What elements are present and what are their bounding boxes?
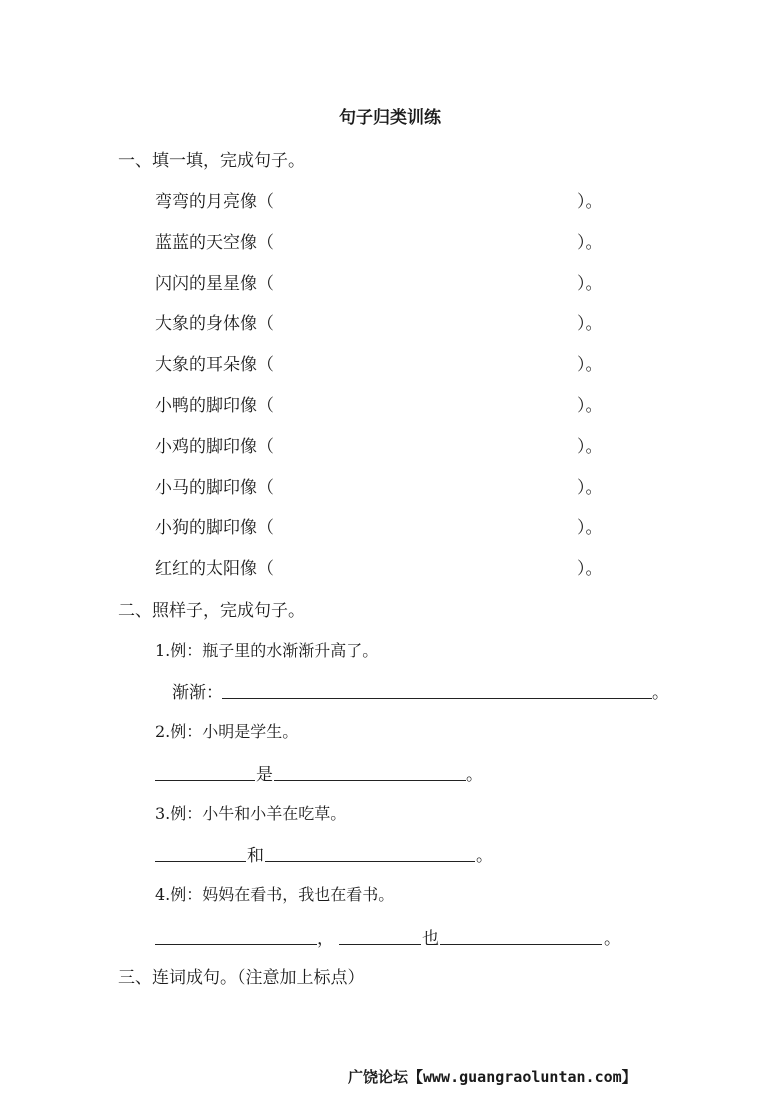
fill-row-stem: 红红的太阳像（ [155,559,274,579]
fill-row[interactable] [155,187,615,213]
fill-row[interactable] [155,350,615,376]
answer-4-mid: 也 [422,929,439,949]
fill-row-close: ）。 [577,437,603,457]
fill-row-stem: 大象的身体像（ [155,314,274,334]
fill-row-close: ）。 [577,314,603,334]
fill-row-stem: 小马的脚印像（ [155,478,274,498]
example-1: 1.例：瓶子里的水渐渐升高了。 [155,641,379,660]
fill-row-stem: 大象的耳朵像（ [155,355,274,375]
fill-row-stem: 蓝蓝的天空像（ [155,233,274,253]
answer-1-blank[interactable] [222,678,652,699]
answer-4-blank-b[interactable] [339,924,421,945]
fill-row[interactable] [155,228,615,254]
fill-row-stem: 小鸭的脚印像（ [155,396,274,416]
fill-row-close: ）。 [577,274,603,294]
answer-4-comma: ， [317,929,334,949]
fill-row-stem: 闪闪的星星像（ [155,274,274,294]
example-4: 4.例：妈妈在看书，我也在看书。 [155,885,395,904]
answer-3-mid: 和 [247,846,264,866]
page-title: 句子归类训练 [339,108,441,128]
answer-3 [155,841,505,867]
fill-row-close: ）。 [577,192,603,212]
fill-row[interactable] [155,391,615,417]
answer-3-blank-b[interactable] [265,841,475,862]
fill-row[interactable] [155,513,615,539]
example-2: 2.例：小明是学生。 [155,722,299,741]
fill-row-close: ）。 [577,355,603,375]
answer-4-blank-c[interactable] [440,924,602,945]
section-3-heading: 三、连词成句。（注意加上标点） [118,968,365,988]
answer-1-end: 。 [652,683,669,703]
fill-row-close: ）。 [577,559,603,579]
fill-row[interactable] [155,554,615,580]
fill-row-close: ）。 [577,396,603,416]
fill-row[interactable] [155,473,615,499]
fill-row[interactable] [155,309,615,335]
answer-2-blank-b[interactable] [274,760,466,781]
footer-watermark: 广饶论坛【www.guangraoluntan.com】 [348,1068,637,1086]
fill-row-close: ）。 [577,518,603,538]
fill-row-stem: 弯弯的月亮像（ [155,192,274,212]
fill-row-close: ）。 [577,233,603,253]
answer-4 [155,924,635,950]
answer-4-blank-a[interactable] [155,924,317,945]
answer-3-end: 。 [476,846,493,866]
answer-2 [155,760,495,786]
example-3: 3.例：小牛和小羊在吃草。 [155,804,347,823]
fill-row[interactable] [155,269,615,295]
answer-4-end: 。 [604,929,621,949]
fill-row[interactable] [155,432,615,458]
answer-2-mid: 是 [256,765,273,785]
answer-2-end: 。 [466,765,483,785]
fill-row-stem: 小鸡的脚印像（ [155,437,274,457]
answer-2-blank-a[interactable] [155,760,255,781]
fill-row-close: ）。 [577,478,603,498]
answer-1 [172,678,672,704]
section-2-heading: 二、照样子，完成句子。 [118,601,305,621]
section-1-heading: 一、填一填，完成句子。 [118,151,305,171]
answer-3-blank-a[interactable] [155,841,246,862]
fill-row-stem: 小狗的脚印像（ [155,518,274,538]
answer-1-label: 渐渐： [172,683,223,703]
